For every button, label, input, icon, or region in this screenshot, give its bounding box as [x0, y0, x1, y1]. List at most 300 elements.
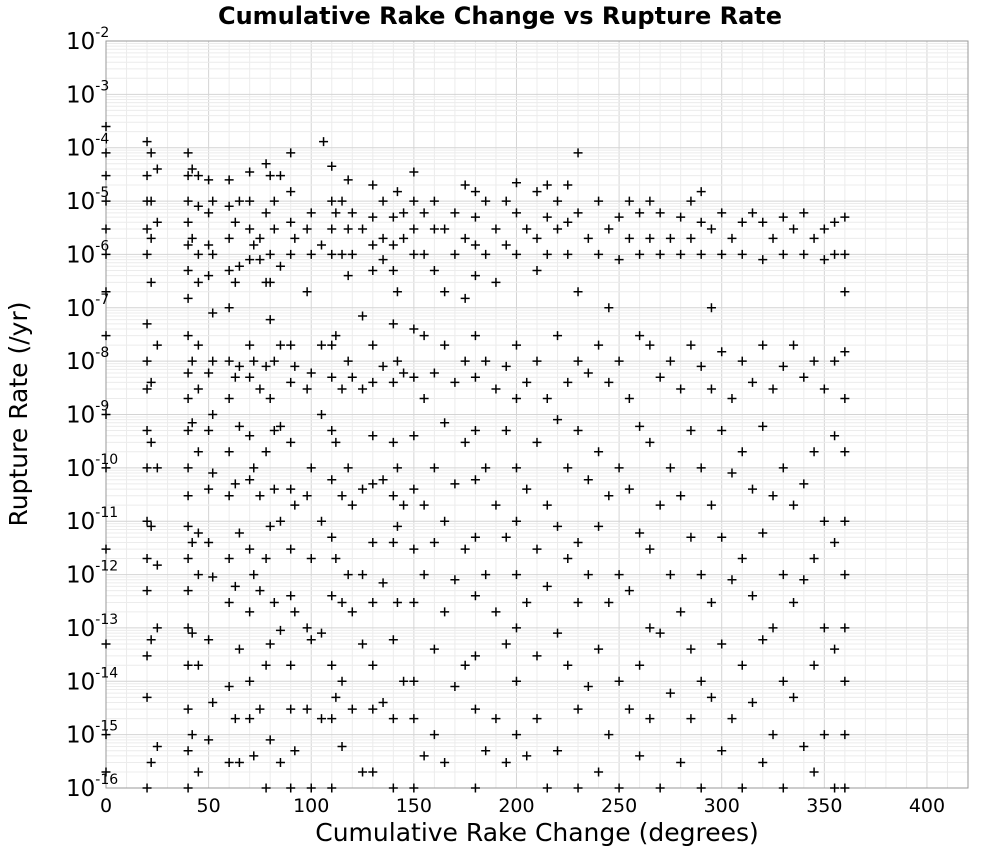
data-point	[502, 197, 511, 206]
y-tick-label: $10^{-10}$	[66, 451, 119, 482]
data-point	[317, 517, 326, 526]
data-point	[147, 758, 156, 767]
data-point	[512, 570, 521, 579]
data-point	[338, 197, 347, 206]
y-tick-label: $10^{-11}$	[66, 505, 119, 536]
data-point	[348, 250, 357, 259]
data-point	[543, 213, 552, 222]
data-point	[666, 234, 675, 243]
data-point	[389, 714, 398, 723]
data-point	[389, 319, 398, 328]
data-point	[317, 341, 326, 350]
data-point	[440, 758, 449, 767]
data-point	[393, 287, 402, 296]
y-tick-label: $10^{-2}$	[66, 25, 110, 55]
data-point	[440, 517, 449, 526]
data-point	[471, 241, 480, 250]
data-point	[820, 730, 829, 739]
x-tick-label: 400	[908, 795, 946, 817]
data-point	[697, 250, 706, 259]
data-point	[225, 447, 234, 456]
data-point	[830, 645, 839, 654]
y-tick-label: $10^{-15}$	[66, 718, 119, 749]
data-point	[840, 730, 849, 739]
data-point	[594, 447, 603, 456]
data-point	[389, 241, 398, 250]
data-point	[840, 447, 849, 456]
data-point	[820, 623, 829, 632]
data-point	[184, 623, 193, 632]
data-point	[245, 197, 254, 206]
data-point	[522, 224, 531, 233]
data-point	[799, 250, 808, 259]
data-point	[512, 250, 521, 259]
data-point	[290, 501, 299, 510]
data-point	[553, 746, 562, 755]
data-point	[440, 224, 449, 233]
data-point	[615, 463, 624, 472]
data-point	[231, 714, 240, 723]
data-point	[348, 607, 357, 616]
data-point	[338, 250, 347, 259]
data-point	[820, 517, 829, 526]
data-point	[820, 385, 829, 394]
data-point	[717, 746, 726, 755]
data-point	[676, 758, 685, 767]
data-point	[188, 234, 197, 243]
data-point	[194, 767, 203, 776]
data-point	[307, 554, 316, 563]
data-point	[307, 784, 316, 793]
data-point	[738, 218, 747, 227]
y-tick-label: $10^{-8}$	[66, 345, 110, 376]
data-point	[604, 491, 613, 500]
data-point	[266, 171, 275, 180]
data-point	[533, 545, 542, 554]
data-point	[471, 784, 480, 793]
data-point	[717, 250, 726, 259]
x-tick-label: 250	[600, 795, 638, 817]
data-point	[574, 426, 583, 435]
data-point	[231, 278, 240, 287]
data-point	[440, 287, 449, 296]
data-point	[615, 784, 624, 793]
data-point	[471, 591, 480, 600]
data-point	[143, 357, 152, 366]
y-tick-label: $10^{-12}$	[66, 558, 119, 589]
data-point	[574, 357, 583, 366]
data-point	[270, 485, 279, 494]
data-point	[450, 378, 459, 387]
data-point	[830, 357, 839, 366]
data-point	[194, 385, 203, 394]
data-point	[666, 463, 675, 472]
data-point	[143, 426, 152, 435]
data-point	[286, 378, 295, 387]
data-point	[727, 234, 736, 243]
data-point	[686, 197, 695, 206]
data-point	[327, 341, 336, 350]
data-point	[286, 591, 295, 600]
data-point	[430, 197, 439, 206]
data-point	[290, 607, 299, 616]
data-point	[830, 250, 839, 259]
data-point	[235, 197, 244, 206]
data-point	[303, 385, 312, 394]
data-point	[389, 538, 398, 547]
data-point	[368, 181, 377, 190]
data-point	[194, 661, 203, 670]
data-point	[563, 661, 572, 670]
data-point	[204, 538, 213, 547]
data-point	[143, 586, 152, 595]
data-point	[245, 714, 254, 723]
data-point	[368, 598, 377, 607]
data-point	[266, 394, 275, 403]
data-point	[389, 491, 398, 500]
data-point	[194, 341, 203, 350]
data-point	[594, 767, 603, 776]
data-point	[255, 586, 264, 595]
data-point	[249, 241, 258, 250]
data-point	[471, 373, 480, 382]
data-point	[208, 197, 217, 206]
data-point	[344, 357, 353, 366]
data-point	[317, 241, 326, 250]
data-point	[286, 705, 295, 714]
data-point	[143, 250, 152, 259]
data-point	[584, 570, 593, 579]
data-point	[184, 491, 193, 500]
data-point	[574, 784, 583, 793]
data-point	[331, 331, 340, 340]
data-point	[245, 607, 254, 616]
data-point	[840, 570, 849, 579]
data-point	[491, 224, 500, 233]
data-point	[255, 385, 264, 394]
data-point	[399, 501, 408, 510]
data-point	[758, 341, 767, 350]
data-point	[194, 447, 203, 456]
data-point	[245, 373, 254, 382]
data-point	[461, 294, 470, 303]
data-point	[471, 705, 480, 714]
data-point	[543, 250, 552, 259]
data-point	[102, 171, 111, 180]
data-point	[769, 491, 778, 500]
data-point	[286, 250, 295, 259]
data-point	[748, 591, 757, 600]
data-point	[331, 554, 340, 563]
data-point	[338, 491, 347, 500]
data-point	[553, 197, 562, 206]
data-point	[379, 197, 388, 206]
data-point	[440, 341, 449, 350]
data-point	[344, 175, 353, 184]
data-point	[393, 598, 402, 607]
data-point	[188, 357, 197, 366]
data-point	[563, 181, 572, 190]
data-point	[738, 447, 747, 456]
data-point	[303, 491, 312, 500]
data-point	[830, 784, 839, 793]
data-point	[208, 250, 217, 259]
data-point	[686, 234, 695, 243]
data-point	[502, 241, 511, 250]
data-point	[262, 554, 271, 563]
data-point	[409, 224, 418, 233]
data-point	[533, 234, 542, 243]
data-point	[184, 784, 193, 793]
data-point	[358, 570, 367, 579]
data-point	[707, 501, 716, 510]
data-point	[358, 767, 367, 776]
data-point	[697, 463, 706, 472]
data-point	[533, 266, 542, 275]
data-point	[738, 784, 747, 793]
data-point	[235, 758, 244, 767]
data-point	[707, 224, 716, 233]
data-point	[430, 266, 439, 275]
data-point	[769, 730, 778, 739]
data-point	[491, 501, 500, 510]
data-point	[409, 714, 418, 723]
data-point	[769, 623, 778, 632]
x-axis-ticks	[100, 795, 945, 817]
data-point	[840, 677, 849, 686]
data-point	[471, 426, 480, 435]
data-point	[738, 250, 747, 259]
data-point	[409, 431, 418, 440]
data-point	[303, 224, 312, 233]
data-point	[420, 501, 429, 510]
data-point	[512, 463, 521, 472]
data-point	[102, 122, 111, 131]
data-point	[748, 378, 757, 387]
data-point	[249, 463, 258, 472]
data-point	[512, 677, 521, 686]
data-point	[286, 784, 295, 793]
data-point	[286, 485, 295, 494]
data-point	[184, 197, 193, 206]
data-point	[204, 426, 213, 435]
data-point	[225, 303, 234, 312]
data-point	[522, 485, 531, 494]
data-point	[779, 570, 788, 579]
data-point	[184, 661, 193, 670]
data-point	[789, 341, 798, 350]
data-point	[338, 677, 347, 686]
data-point	[748, 698, 757, 707]
data-point	[615, 677, 624, 686]
data-point	[789, 501, 798, 510]
data-point	[830, 538, 839, 547]
data-point	[461, 181, 470, 190]
data-point	[245, 341, 254, 350]
data-point	[208, 698, 217, 707]
data-point	[707, 693, 716, 702]
y-tick-label: $10^{-4}$	[66, 131, 110, 162]
data-point	[799, 479, 808, 488]
data-point	[450, 479, 459, 488]
data-point	[461, 357, 470, 366]
data-point	[471, 533, 480, 542]
data-point	[625, 234, 634, 243]
data-point	[143, 554, 152, 563]
data-point	[331, 438, 340, 447]
data-point	[820, 224, 829, 233]
data-point	[635, 331, 644, 340]
data-point	[225, 175, 234, 184]
data-point	[625, 485, 634, 494]
data-point	[225, 266, 234, 275]
data-point	[389, 438, 398, 447]
data-point	[594, 645, 603, 654]
data-point	[430, 224, 439, 233]
data-point	[231, 218, 240, 227]
data-point	[348, 705, 357, 714]
data-point	[286, 218, 295, 227]
data-point	[338, 598, 347, 607]
data-point	[420, 751, 429, 760]
data-point	[727, 714, 736, 723]
data-point	[553, 224, 562, 233]
data-point	[409, 325, 418, 334]
data-point	[225, 491, 234, 500]
data-point	[307, 463, 316, 472]
data-point	[245, 545, 254, 554]
data-point	[204, 241, 213, 250]
data-point	[645, 197, 654, 206]
data-point	[153, 164, 162, 173]
data-point	[717, 426, 726, 435]
data-point	[810, 357, 819, 366]
data-point	[143, 693, 152, 702]
data-point	[512, 178, 521, 187]
data-point	[368, 341, 377, 350]
y-tick-label: $10^{-5}$	[66, 185, 110, 216]
data-point	[738, 357, 747, 366]
data-point	[461, 661, 470, 670]
data-point	[368, 378, 377, 387]
data-point	[102, 224, 111, 233]
data-point	[512, 394, 521, 403]
data-point	[204, 485, 213, 494]
data-point	[420, 250, 429, 259]
data-point	[368, 431, 377, 440]
data-point	[266, 639, 275, 648]
data-point	[656, 373, 665, 382]
y-tick-label: $10^{-9}$	[66, 398, 110, 429]
data-point	[231, 373, 240, 382]
data-point	[358, 639, 367, 648]
data-point	[840, 347, 849, 356]
data-point	[481, 463, 490, 472]
x-tick-label: 50	[196, 795, 221, 817]
data-point	[184, 705, 193, 714]
data-point	[348, 501, 357, 510]
data-point	[143, 651, 152, 660]
data-point	[184, 294, 193, 303]
data-point	[327, 426, 336, 435]
data-point	[676, 250, 685, 259]
data-point	[686, 714, 695, 723]
data-point	[188, 164, 197, 173]
data-point	[368, 705, 377, 714]
data-point	[368, 241, 377, 250]
data-point	[461, 234, 470, 243]
data-point	[225, 357, 234, 366]
data-point	[409, 485, 418, 494]
data-point	[697, 784, 706, 793]
data-point	[188, 538, 197, 547]
data-point	[143, 517, 152, 526]
data-point	[697, 218, 706, 227]
data-point	[409, 373, 418, 382]
data-point	[430, 463, 439, 472]
data-point	[225, 758, 234, 767]
data-point	[769, 234, 778, 243]
data-point	[481, 357, 490, 366]
data-point	[409, 784, 418, 793]
data-point	[810, 447, 819, 456]
data-point	[379, 234, 388, 243]
data-point	[697, 187, 706, 196]
data-point	[533, 187, 542, 196]
data-point	[338, 385, 347, 394]
data-point	[666, 357, 675, 366]
data-point	[262, 661, 271, 670]
data-point	[645, 234, 654, 243]
data-point	[286, 545, 295, 554]
data-point	[543, 394, 552, 403]
data-point	[830, 218, 839, 227]
data-point	[430, 538, 439, 547]
data-point	[262, 159, 271, 168]
data-point	[512, 341, 521, 350]
data-point	[717, 533, 726, 542]
data-point	[153, 561, 162, 570]
data-point	[303, 287, 312, 296]
data-point	[225, 598, 234, 607]
data-point	[502, 639, 511, 648]
data-point	[502, 758, 511, 767]
data-point	[717, 639, 726, 648]
data-point	[344, 271, 353, 280]
data-point	[409, 197, 418, 206]
data-point	[420, 394, 429, 403]
data-point	[245, 677, 254, 686]
data-point	[184, 394, 193, 403]
data-point	[635, 751, 644, 760]
data-point	[830, 431, 839, 440]
data-point	[738, 554, 747, 563]
data-point	[290, 234, 299, 243]
data-point	[270, 357, 279, 366]
data-point	[319, 137, 328, 146]
data-point	[543, 784, 552, 793]
data-point	[255, 234, 264, 243]
data-point	[574, 705, 583, 714]
data-point	[327, 250, 336, 259]
data-point	[331, 693, 340, 702]
x-axis-label: Cumulative Rake Change (degrees)	[315, 818, 759, 847]
data-point	[686, 645, 695, 654]
data-point	[430, 730, 439, 739]
data-point	[194, 278, 203, 287]
data-point	[676, 607, 685, 616]
data-point	[604, 303, 613, 312]
